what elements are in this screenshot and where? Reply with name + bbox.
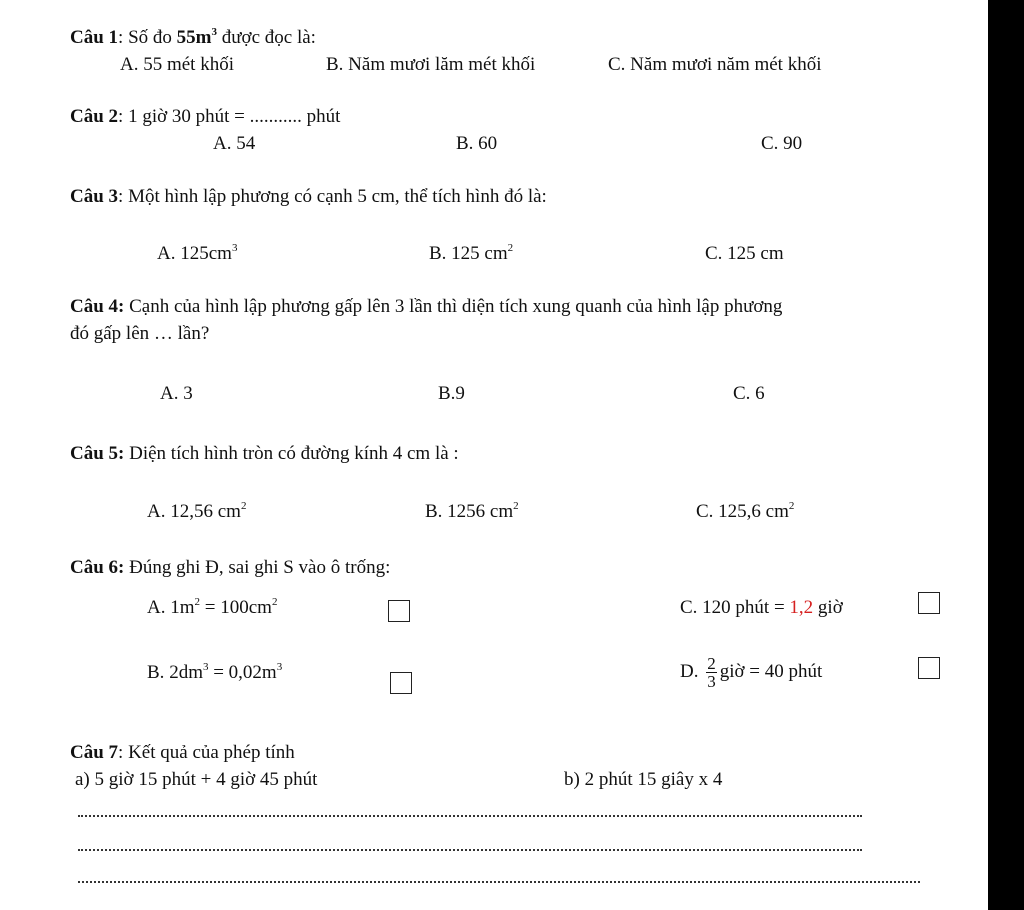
q6-a-lhs: 1m [170, 597, 195, 618]
q5-prompt [70, 443, 459, 465]
answer-line-2[interactable] [78, 849, 862, 851]
q3-option-b-text: B. 125 cm [429, 243, 508, 264]
q6-a-prefix: A. [147, 597, 171, 618]
q5-option-c-text: C. 125,6 cm [696, 501, 789, 522]
answer-line-3[interactable] [78, 881, 920, 883]
q3-option-b-exponent: 2 [507, 242, 514, 254]
q5-option-a-text: A. 12,56 cm [147, 501, 241, 522]
q3-option-b [429, 243, 513, 265]
q4-option-b: B.9 [438, 383, 465, 404]
q6-prompt [70, 557, 390, 579]
q6-d-text: giờ = 40 phút [719, 661, 823, 682]
q1-option-b: B. Năm mươi lăm mét khối [326, 54, 536, 75]
q6-d-numerator: 2 [707, 654, 716, 674]
answer-line-1[interactable] [78, 815, 862, 817]
q6-d-answer-box[interactable] [918, 657, 940, 679]
q4-option-c: C. 6 [733, 383, 765, 404]
q6-a-rhs-exponent: 2 [271, 596, 278, 608]
q6-a-rhs: = 100cm [200, 597, 272, 618]
q5-option-c [696, 501, 794, 523]
q7-text: : Kết quả của phép tính [118, 742, 295, 763]
q6-d-prefix: D. [680, 661, 704, 682]
q6-b-rhs-exponent: 3 [276, 661, 283, 673]
q6-c-unit: giờ [813, 597, 843, 618]
q1-text-pre: : Số đo [118, 27, 177, 48]
q3-text: : Một hình lập phương có cạnh 5 cm, thể tích hình đó là: [118, 186, 547, 207]
q4-label: Câu 4: [70, 296, 125, 317]
q5-option-a-exponent: 2 [240, 500, 247, 512]
q7-part-a: a) 5 giờ 15 phút + 4 giờ 45 phút [75, 769, 318, 790]
q6-c-value: 1,2 [789, 597, 814, 618]
q6-c-answer-box[interactable] [918, 592, 940, 614]
q7-part-b: b) 2 phút 15 giây x 4 [564, 769, 723, 790]
q1-value: 55m [176, 27, 212, 48]
q6-label: Câu 6: [70, 557, 125, 578]
q6-c-prefix: C. 120 phút = [680, 597, 790, 618]
q5-option-b-text: B. 1256 cm [425, 501, 514, 522]
q6-b-lhs-exponent: 3 [202, 661, 209, 673]
q1-label: Câu 1 [70, 27, 119, 48]
q1-option-a: A. 55 mét khối [120, 54, 234, 75]
q6-a-answer-box[interactable] [388, 600, 410, 622]
q1-prompt [70, 27, 316, 49]
q1-option-c: C. Năm mươi năm mét khối [608, 54, 822, 75]
q6-b-answer-box[interactable] [390, 672, 412, 694]
q7-label: Câu 7 [70, 742, 119, 763]
q6-item-d [680, 654, 822, 690]
q3-prompt [70, 186, 547, 208]
q6-b-rhs: = 0,02m [208, 662, 277, 683]
q2-option-c: C. 90 [761, 133, 803, 154]
q3-option-c: C. 125 cm [705, 243, 784, 264]
q5-option-b [425, 501, 519, 523]
q6-item-b [147, 662, 282, 684]
q5-option-c-exponent: 2 [788, 500, 795, 512]
q5-option-b-exponent: 2 [513, 500, 519, 512]
q2-option-a: A. 54 [213, 133, 256, 154]
q3-label: Câu 3 [70, 186, 119, 207]
q3-option-a-text: A. 125cm [157, 243, 232, 264]
q4-option-a: A. 3 [160, 383, 193, 404]
q2-label: Câu 2 [70, 106, 119, 127]
q6-item-a [147, 597, 277, 619]
q5-option-a [147, 501, 246, 523]
q6-a-lhs-exponent: 2 [194, 596, 201, 608]
q6-b-lhs: 2dm [169, 662, 203, 683]
q4-text-line2: đó gấp lên … lần? [70, 323, 210, 344]
q5-label: Câu 5: [70, 443, 125, 464]
q1-text-post: được đọc là: [216, 27, 316, 48]
q2-option-b: B. 60 [456, 133, 498, 154]
q3-option-a [157, 243, 237, 265]
q6-text: Đúng ghi Đ, sai ghi S vào ô trống: [124, 557, 391, 578]
q2-prompt [70, 106, 340, 128]
q6-d-fraction [706, 655, 717, 690]
q3-option-a-exponent: 3 [231, 242, 238, 254]
q6-d-denominator: 3 [707, 672, 716, 692]
q4-text-line1: Cạnh của hình lập phương gấp lên 3 lần thì diện tích xung quanh của hình lập phương [124, 296, 783, 317]
q6-b-prefix: B. [147, 662, 170, 683]
q5-text: Diện tích hình tròn có đường kính 4 cm là : [124, 443, 459, 464]
q6-item-c [680, 597, 843, 619]
q7-prompt [70, 742, 295, 764]
q2-text: : 1 giờ 30 phút = ........... phút [118, 106, 341, 127]
q1-exponent: 3 [211, 26, 217, 38]
q4-prompt-line1 [70, 296, 782, 318]
